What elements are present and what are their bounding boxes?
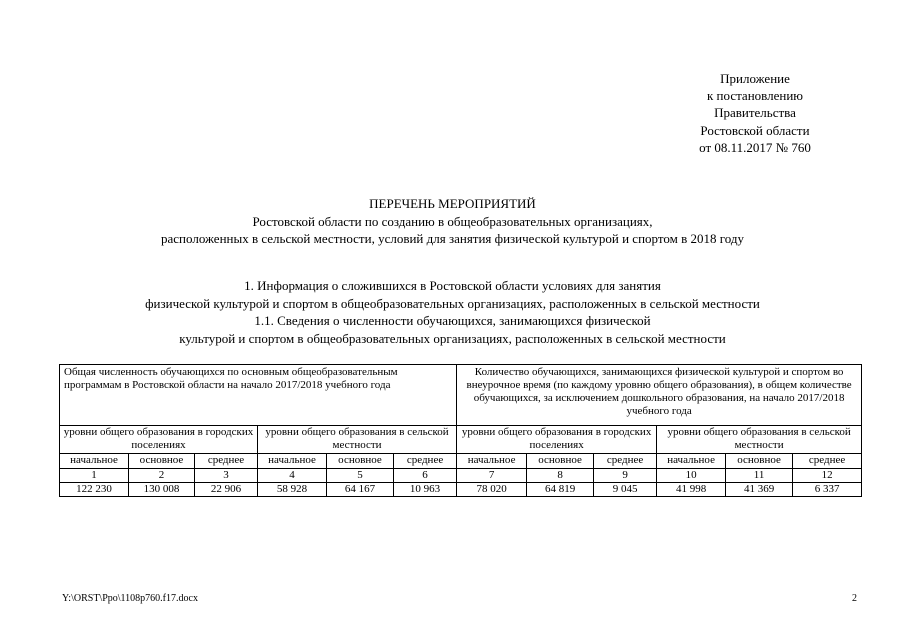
column-number-row bbox=[60, 469, 862, 483]
appendix-line: Ростовской области bbox=[700, 122, 810, 138]
value-cell: 64 167 bbox=[327, 483, 394, 497]
level-header-cell: среднее bbox=[195, 454, 258, 469]
section-line: 1. Информация о сложившихся в Ростовской области условиях для занятия bbox=[244, 278, 661, 293]
level-header-cell: основное bbox=[527, 454, 594, 469]
group-header-row bbox=[60, 426, 862, 454]
footer-file-path: Y:\ORST\Ppo\1108p760.f17.docx bbox=[62, 593, 198, 604]
column-number-cell: 5 bbox=[327, 469, 394, 483]
value-cell: 64 819 bbox=[527, 483, 594, 497]
group-header-cell: уровни общего образования в сельской местности bbox=[258, 426, 457, 454]
appendix-line: от 08.11.2017 № 760 bbox=[699, 139, 811, 155]
table-row bbox=[60, 483, 862, 497]
appendix-line: к постановлению bbox=[706, 88, 804, 104]
page-number: 2 bbox=[852, 593, 857, 604]
title-line: расположенных в сельской местности, условий для занятия физической культурой и спортом в 2018 году bbox=[161, 231, 744, 246]
statistics-table bbox=[59, 364, 862, 497]
level-header-cell: начальное bbox=[258, 454, 327, 469]
group-header-cell: уровни общего образования в сельской местности bbox=[657, 426, 862, 454]
appendix-line: Правительства bbox=[714, 105, 796, 121]
column-number-cell: 12 bbox=[793, 469, 862, 483]
level-header-cell: среднее bbox=[594, 454, 657, 469]
column-number-cell: 3 bbox=[195, 469, 258, 483]
level-header-row bbox=[60, 454, 862, 469]
right-header-cell: Количество обучающихся, занимающихся физической культурой и спортом во внеурочное время (по каждому уровню общего образования), в общем количестве обучающихся, за исключением дошкольного образования, на начало 2017/2018 учебного года bbox=[457, 365, 862, 426]
level-header-cell: начальное bbox=[657, 454, 726, 469]
level-header-cell: основное bbox=[327, 454, 394, 469]
group-header-cell: уровни общего образования в городских поселениях bbox=[60, 426, 258, 454]
value-cell: 9 045 bbox=[594, 483, 657, 497]
column-number-cell: 11 bbox=[726, 469, 793, 483]
group-header-cell: уровни общего образования в городских поселениях bbox=[457, 426, 657, 454]
appendix-line: Приложение bbox=[720, 71, 790, 86]
section-line: 1.1. Сведения о численности обучающихся, занимающихся физической bbox=[254, 313, 651, 328]
value-cell: 41 998 bbox=[657, 483, 726, 497]
level-header-cell: среднее bbox=[793, 454, 862, 469]
level-header-cell: начальное bbox=[457, 454, 527, 469]
column-number-cell: 6 bbox=[394, 469, 457, 483]
left-header-cell: Общая численность обучающихся по основным общеобразовательным программам в Ростовской области на начало 2017/2018 учебного года bbox=[60, 365, 457, 426]
column-number-cell: 9 bbox=[594, 469, 657, 483]
level-header-cell: среднее bbox=[394, 454, 457, 469]
level-header-cell: начальное bbox=[60, 454, 129, 469]
value-cell: 122 230 bbox=[60, 483, 129, 497]
document-title bbox=[40, 195, 865, 248]
title-line: Ростовской области по созданию в общеобразовательных организациях, bbox=[252, 213, 653, 229]
title-heading: ПЕРЕЧЕНЬ МЕРОПРИЯТИЙ bbox=[369, 196, 536, 211]
value-cell: 58 928 bbox=[258, 483, 327, 497]
appendix-block bbox=[660, 70, 850, 156]
column-number-cell: 10 bbox=[657, 469, 726, 483]
value-cell: 6 337 bbox=[793, 483, 862, 497]
value-cell: 41 369 bbox=[726, 483, 793, 497]
column-number-cell: 2 bbox=[129, 469, 195, 483]
value-cell: 130 008 bbox=[129, 483, 195, 497]
value-cell: 78 020 bbox=[457, 483, 527, 497]
section-line: физической культурой и спортом в общеобразовательных организациях, расположенных в сельской местности bbox=[145, 295, 760, 311]
level-header-cell: основное bbox=[129, 454, 195, 469]
column-number-cell: 4 bbox=[258, 469, 327, 483]
column-number-cell: 1 bbox=[60, 469, 129, 483]
column-number-cell: 7 bbox=[457, 469, 527, 483]
column-number-cell: 8 bbox=[527, 469, 594, 483]
table-header-row bbox=[60, 365, 862, 426]
level-header-cell: основное bbox=[726, 454, 793, 469]
section-line: культурой и спортом в общеобразовательных организациях, расположенных в сельской местности bbox=[179, 330, 726, 346]
section-heading bbox=[40, 277, 865, 347]
value-cell: 22 906 bbox=[195, 483, 258, 497]
value-cell: 10 963 bbox=[394, 483, 457, 497]
